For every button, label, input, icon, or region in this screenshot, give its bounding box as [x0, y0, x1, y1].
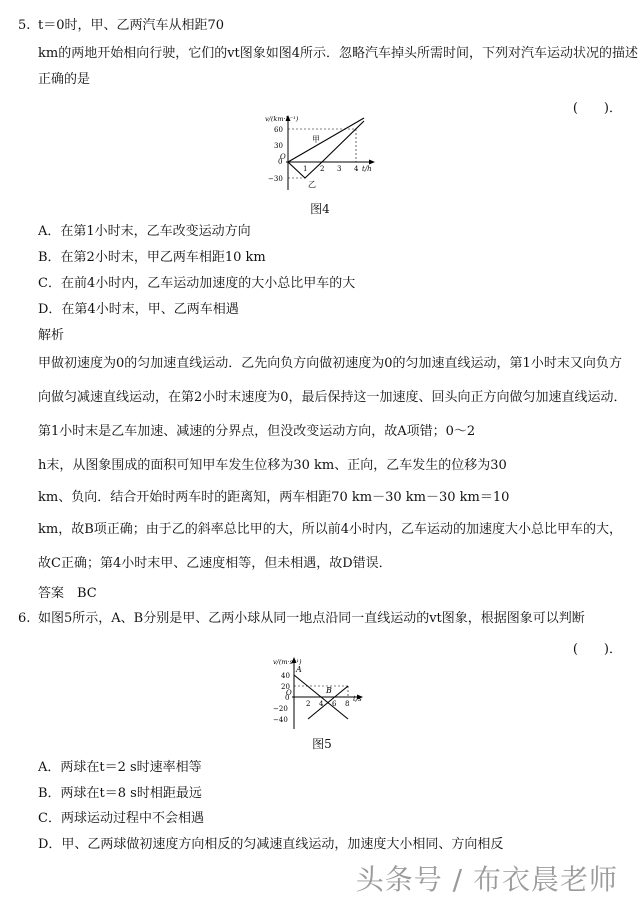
q5-analysis-line-7: 故C正确；第4小时末甲、乙速度相等，但未相遇，故D错误．: [38, 556, 392, 571]
q5-analysis-line-6: km，故B项正确；由于乙的斜率总比甲的大，所以前4小时内，乙车运动的加速度大小总比甲车的大，: [38, 522, 623, 537]
q6-ytick-minus20: −20: [273, 705, 288, 713]
q5-x-axis-arrow: [369, 160, 375, 165]
q5-analysis-line-5: km、负向．结合开始时两车时的距离知，两车相距70 km－30 km－30 km＝10: [38, 490, 510, 505]
q5-xtick-3: 3: [337, 165, 342, 173]
q6-ytick-minus40: −40: [273, 716, 288, 724]
q6-option-c: C．两球运动过程中不会相遇: [38, 811, 204, 826]
q5-label-jia: 甲: [312, 135, 320, 144]
watermark: 头条号 / 布衣晨老师: [355, 863, 618, 896]
q5-line-yi: [288, 121, 364, 178]
q5-line-jia: [288, 118, 364, 162]
q5-ytick-0: 0: [278, 158, 283, 166]
q6-label-b: B: [326, 686, 332, 695]
q5-answer: 答案 BC: [38, 586, 97, 601]
q6-xlabel: t/s: [353, 695, 362, 703]
q5-analysis-title: 解析: [38, 328, 65, 343]
q6-option-d: D．甲、乙两球做初速度方向相反的匀减速直线运动，加速度大小相同、方向相反: [38, 837, 504, 852]
q5-option-a: A．在第1小时末，乙车改变运动方向: [38, 224, 251, 239]
q5-analysis-line-4: h末，从图象围成的面积可知甲车发生位移为30 km、正向，乙车发生的位移为30: [38, 458, 507, 473]
q6-number: 6.: [18, 611, 31, 626]
q5-option-c: C．在前4小时内，乙车运动加速度的大小总比甲车的大: [38, 276, 356, 291]
q6-option-a: A．两球在t＝2 s时速率相等: [38, 760, 202, 775]
q5-answer-bracket: ( )．: [572, 101, 622, 116]
q6-ylabel: v/(m·s⁻¹): [273, 658, 302, 666]
q5-vt-graph: [264, 112, 384, 194]
q6-option-b: B．两球在t＝8 s时相距最远: [38, 786, 202, 801]
q6-xtick-2: 2: [306, 700, 311, 708]
q6-xtick-6: 6: [332, 700, 337, 708]
q5-figure-caption: 图4: [310, 202, 330, 216]
q5-ytick-60: 60: [274, 126, 283, 134]
q5-analysis-line-2: 向做匀减速直线运动，在第2小时末速度为0，最后保持这一加速度、回头向正方向做匀加速直线运动．: [38, 390, 627, 405]
q5-xtick-2: 2: [320, 165, 325, 173]
q5-option-d: D．在第4小时末，甲、乙两车相遇: [38, 302, 239, 317]
q6-ytick-0: 0: [285, 694, 290, 702]
q5-xtick-4: 4: [354, 165, 359, 173]
q6-origin: O: [286, 689, 292, 697]
q6-xtick-8: 8: [345, 700, 350, 708]
q5-ytick-minus30: −30: [268, 175, 283, 183]
q5-label-yi: 乙: [308, 180, 316, 189]
q5-stem-line-3: 正确的是: [38, 72, 91, 87]
q6-ytick-20: 20: [281, 683, 290, 691]
q5-stem-line-1: t＝0时，甲、乙两汽车从相距70: [38, 18, 225, 33]
q5-analysis-line-1: 甲做初速度为0的匀加速直线运动．乙先向负方向做初速度为0的匀加速直线运动，第1小时末又向负方: [38, 356, 622, 371]
q5-xlabel: t/h: [362, 165, 372, 173]
q5-origin: O: [280, 153, 286, 161]
q5-option-b: B．在第2小时末，甲乙两车相距10 km: [38, 250, 266, 265]
q6-vt-graph: [272, 655, 372, 731]
q6-label-a: A: [296, 665, 302, 674]
q6-ytick-40: 40: [281, 672, 290, 680]
q6-answer-bracket: ( )．: [572, 642, 622, 657]
q6-stem-line: 如图5所示，A、B分别是甲、乙两小球从同一地点沿同一直线运动的vt图象，根据图象可以判断: [38, 611, 585, 626]
q5-number: 5.: [18, 18, 31, 33]
q6-figure-caption: 图5: [312, 737, 332, 751]
q5-xtick-1: 1: [303, 165, 308, 173]
q5-ylabel: v/(km·h⁻¹): [265, 115, 299, 123]
q5-stem-line-2: km的两地开始相向行驶，它们的vt图象如图4所示．忽略汽车掉头所需时间，下列对汽车运动状况的描述: [38, 46, 639, 61]
q5-ytick-30: 30: [274, 142, 283, 150]
q6-xtick-4: 4: [319, 700, 324, 708]
q5-analysis-line-3: 第1小时末是乙车加速、减速的分界点，但没改变运动方向，故A项错；0～2: [38, 424, 476, 439]
